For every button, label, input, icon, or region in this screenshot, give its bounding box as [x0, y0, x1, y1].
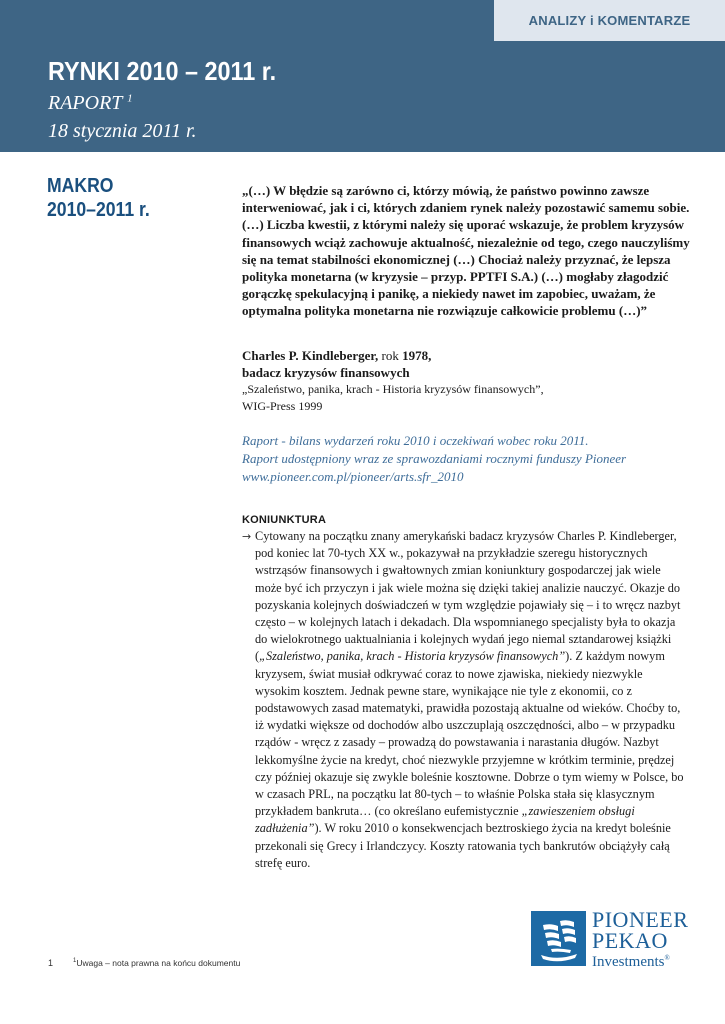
ship-logo-icon [531, 911, 586, 966]
citation-publisher: WIG-Press 1999 [242, 399, 323, 413]
citation-author: Charles P. Kindleberger, [242, 348, 379, 363]
section-side-title [47, 174, 150, 222]
logo-line2: PEKAO [592, 928, 668, 953]
page-number: 1 [48, 958, 54, 968]
document-date: 18 stycznia 2011 r. [48, 120, 197, 142]
document-subtitle [48, 92, 133, 115]
logo-line1: PIONEER [592, 907, 689, 932]
report-note-line2: Raport udostępniony wraz ze sprawozdaniami rocznymi funduszy Pioneer [242, 451, 627, 466]
body-part3: ). W roku 2010 o konsekwencjach beztroskiego życia na kredyt boleśnie przekonali się Grecy i Irlandczycy. Koszty ratowania tych bankrutów obciążyły całą strefę euro. [255, 821, 671, 870]
document-title: RYNKI 2010 – 2011 r. [48, 56, 277, 86]
quote-citation [242, 347, 692, 415]
citation-year: 1978, [402, 348, 432, 363]
logo-investments: Investments [592, 954, 665, 970]
quote-text: „(…) W błędzie są zarówno ci, którzy mówią, że państwo powinno zawsze interweniować, jak i ci, których zdaniem rynek należy pozostawić samemu sobie. (…) Liczba kwestii, z którymi należy się uporać wskazuje, że problem kryzysów finansowych wciąż zachowuje aktualność, niezależnie od tego, czego nauczyliśmy się na temat stabilności ekonomicznej (…) Chociaż należy przyznać, że lepsza polityka monetarna (w kryzysie – przyp. PPTFI S.A.) (…) mogłaby złagodzić gorączkę spekulacyjną i panikę, a niekiedy nawet im zapobiec, uważam, że optymalna polityka monetarna nie rozwiązuje całkowicie problemu (…)” [242, 183, 690, 319]
footnote [73, 958, 240, 968]
citation-book: „Szaleństwo, panika, krach - Historia kryzysów finansowych”, [242, 382, 544, 396]
logo-wordmark [592, 909, 688, 970]
footnote-marker: 1 [73, 958, 77, 965]
report-note-line1: Raport - bilans wydarzeń roku 2010 i oczekiwań wobec roku 2011. [242, 433, 589, 448]
subtitle-footnote-marker: 1 [127, 92, 133, 105]
logo-registered-mark: ® [664, 954, 670, 962]
bullet-arrow-icon: → [242, 530, 252, 543]
category-tab-label: ANALIZY i KOMENTARZE [528, 13, 691, 28]
ship-logo-graphic [531, 911, 586, 966]
body-euphemism: „zawieszeniem obsługi zadłużenia” [255, 804, 635, 836]
report-note [242, 432, 692, 486]
side-title-line1: MAKRO [47, 175, 114, 197]
logo-line3 [592, 951, 688, 970]
body-part1: Cytowany na początku znany amerykański badacz kryzysów Charles P. Kindleberger, pod koniec lat 70-tych XX w., pokazywał na przykładzie szeregu historycznych wstrząsów finansowych i gwałtownych zmian koniunktury gospodarczej jak wiele może być ich przyczyn i jak wiele można się dzięki takiej analizie nauczyć. Okazje do pozyskania kolejnych doświadczeń w tym względzie pojawiały się – i to wręcz nazbyt często – w kolejnych latach i dekadach. Dla wspomnianego specjalisty była to okazja do wielokrotnego uaktualniania i kolejnych wydań jego niemal sztandarowej książki ( [255, 529, 681, 664]
header-banner [0, 0, 725, 152]
section-heading: KONIUNKTURA [242, 514, 327, 526]
pioneer-pekao-logo [531, 907, 689, 970]
opening-quote [242, 182, 692, 320]
report-note-link[interactable]: www.pioneer.com.pl/pioneer/arts.sfr_2010 [242, 469, 464, 484]
section-paragraph [255, 528, 685, 872]
body-book-title: „Szaleństwo, panika, krach - Historia kryzysów finansowych” [259, 649, 566, 664]
citation-year-prefix: rok [381, 348, 399, 363]
body-part2: ). Z każdym nowym kryzysem, świat musiał odkrywać coraz to nowe zjawiska, niekiedy niezwykle wysokim kosztem. Jednak pewne stare, wynikające nie tyle z ekonomii, co z podstawowych zasad matematyki, prawidła pozostają aktualne od wieków. Choćby to, iż wydatki większe od dochodów albo uszczuplają oszczędności, albo – w przypadku rządów - wręcz z zasady – prowadzą do powstawania i narastania długów. Nazbyt lekkomyślne życie na kredyt, choć niezwykle przyjemne w krótkim terminie, prędzej czy później okazuje się zwykle boleśnie kosztowne. Dobrze o tym wiemy w Polsce, bo w czasach PRL, na początku lat 80-tych – to właśnie Polska stała się klasycznym przykładem bankruta… (co określano eufemistycznie [255, 649, 684, 819]
side-title-line2: 2010–2011 r. [47, 199, 150, 221]
section-body [255, 528, 685, 872]
category-tab[interactable] [494, 0, 725, 41]
footnote-text: Uwaga – nota prawna na końcu dokumentu [76, 958, 241, 968]
citation-role: badacz kryzysów finansowych [242, 365, 410, 380]
subtitle-text: RAPORT [48, 92, 123, 114]
